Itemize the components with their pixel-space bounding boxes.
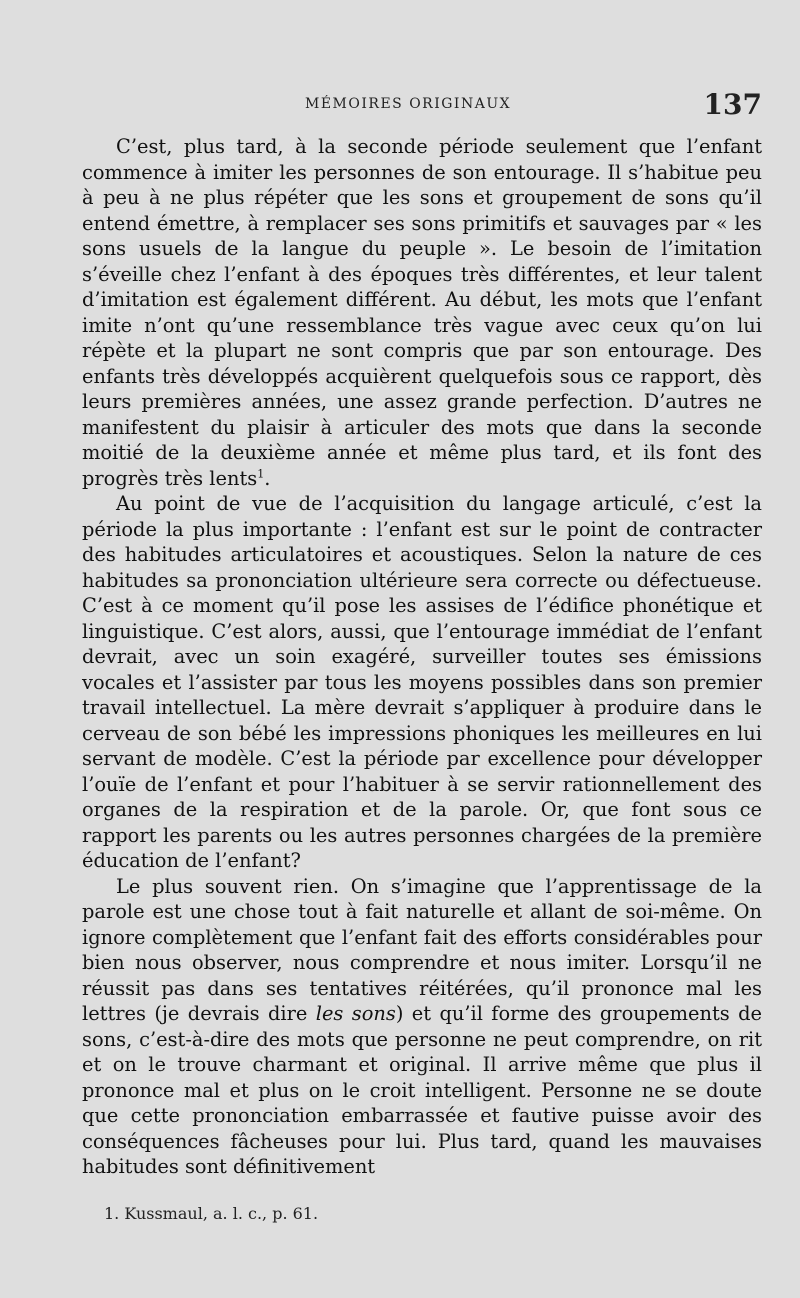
paragraph <box>82 874 762 1180</box>
running-head-title: MÉMOIRES ORIGINAUX <box>305 96 512 112</box>
body-text <box>82 134 762 1180</box>
page-number: 137 <box>703 88 762 121</box>
paragraph-text: Au point de vue de l’acquisition du langage articulé, c’est la période la plus importante : l’enfant est sur le point de contracter des habitudes articulatoires et acoustiques. Selon la nature de ces habitudes sa prononciation ultérieure sera correcte ou défectueuse. C’est à ce moment qu’il pose les assises de l’édifice phonétique et linguistique. C’est alors, aussi, que l’entourage immédiat de l’enfant devrait, avec un soin exagéré, surveiller toutes ses émissions vocales et l’assister par tous les moyens possibles dans son premier travail intellectuel. La mère devrait s’appliquer à produire dans le cerveau de son bébé les impressions phoniques les meilleures en lui servant de modèle. C’est la période par excellence pour développer l’ouïe de l’enfant et pour l’habituer à se servir rationnellement des organes de la respiration et de la parole. Or, que font sous ce rapport les parents ou les autres personnes chargées de la première éducation de l’enfant? <box>82 492 762 872</box>
paragraph <box>82 134 762 491</box>
footnote: 1. Kussmaul, a. l. c., p. 61. <box>104 1204 319 1223</box>
paragraph-text: C’est, plus tard, à la seconde période seulement que l’enfant commence à imiter les personnes de son entourage. Il s’habitue peu à peu à ne plus répéter que les sons et groupement de sons qu’il entend émettre, à remplacer ses sons primitifs et sauvages par « les sons usuels de la langue du peuple ». Le besoin de l’imitation s’éveille chez l’enfant à des époques très différentes, et leur talent d’imitation est également différent. Au début, les mots que l’enfant imite n’ont qu’une ressemblance très vague avec ceux qu’on lui répète et la plupart ne sont compris que par son entourage. Des enfants très développés acquièrent quelquefois sous ce rapport, dès leurs premières années, une assez grande perfection. D’autres ne manifestent du plaisir à articuler des mots que dans la seconde moitié de la deuxième année et même plus tard, et ils font des progrès très lents <box>82 135 762 490</box>
running-head <box>0 88 800 128</box>
paragraph-text: ) et qu’il forme des groupements de sons, c’est-à-dire des mots que personne ne peut comprendre, on rit et on le trouve charmant et original. Il arrive même que plus il prononce mal et plus on le croit intelligent. Personne ne se doute que cette prononciation embarrassée et fautive puisse avoir des conséquences fâcheuses pour lui. Plus tard, quand les mauvaises habitudes sont définitivement <box>82 1002 763 1178</box>
paragraph <box>82 491 762 874</box>
paragraph-end-punctuation: . <box>264 466 271 490</box>
footnote-reference: 1 <box>257 467 265 481</box>
italic-term: les sons <box>315 1002 396 1025</box>
paragraph-text: Le plus souvent rien. On s’imagine que l’apprentissage de la parole est une chose tout à fait naturelle et allant de soi-même. On ignore complètement que l’enfant fait des efforts considérables pour bien nous observer, nous comprendre et nous imiter. Lorsqu’il ne réussit pas dans ses tentatives réitérées, qu’il prononce mal les lettres (je devrais dire <box>82 874 762 1025</box>
